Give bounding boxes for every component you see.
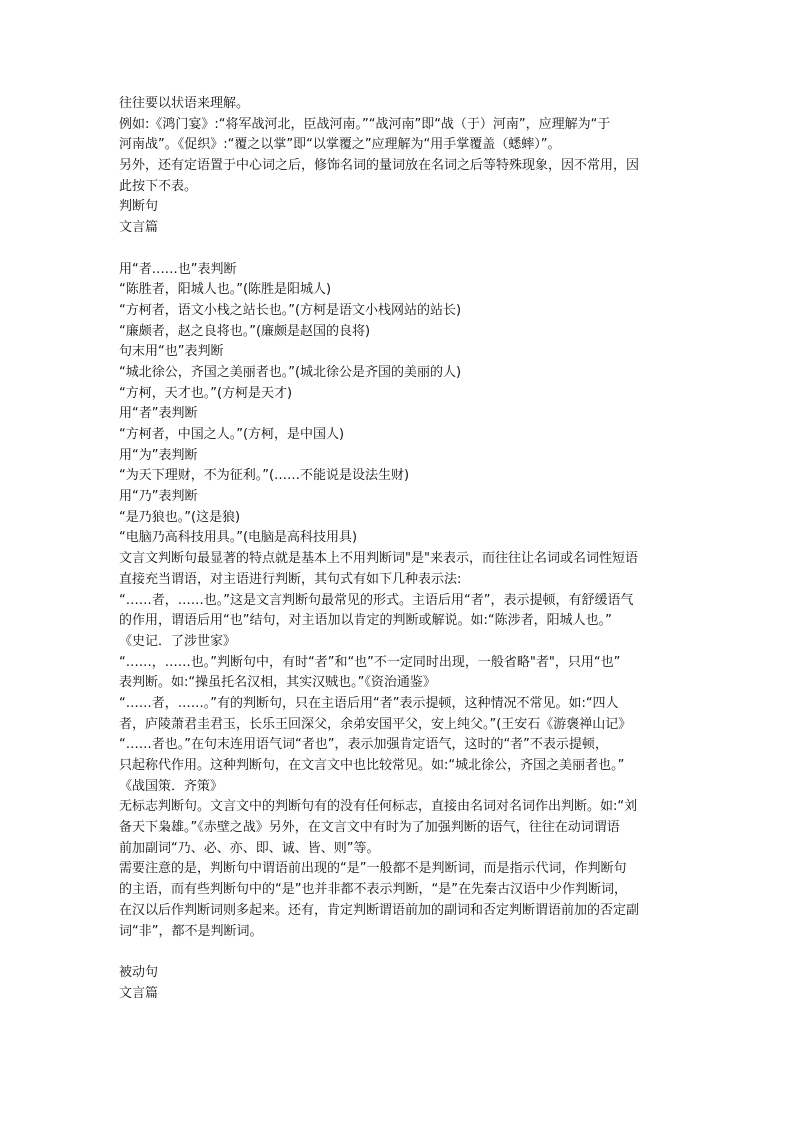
text-line: 在汉以后作判断词则多起来。还有，肯定判断谓语前加的副词和否定判断谓语前加的否定副 [119, 902, 640, 918]
text-line: 需要注意的是，判断句中谓语前出现的“是”一般都不是判断词，而是指示代词，作判断句 [119, 861, 627, 877]
text-line: “电脑乃高科技用具。”(电脑是高科技用具) [119, 530, 358, 546]
text-line: 句末用“也”表判断 [119, 344, 224, 360]
blank-line [119, 942, 679, 963]
text-line: 备天下枭雄。”《赤壁之战》另外，在文言文中有时为了加强判断的语气，往往在动词谓语 [119, 820, 620, 836]
text-line: 无标志判断句。文言文中的判断句有的没有任何标志，直接由名词对名词作出判断。如:“刘 [119, 799, 638, 815]
text-line: 往往要以状语来理解。 [119, 96, 250, 111]
text-line: 另外，还有定语置于中心词之后，修饰名词的量词放在名词之后等特殊现象，因不常用，因 [119, 158, 640, 174]
text-line: “为天下理财，不为征利。”(……不能说是设法生财) [119, 468, 410, 484]
text-line: “是乃狼也。”(这是狼) [119, 509, 241, 525]
text-line: 被动句 [119, 964, 159, 980]
text-line: “……者，……。”有的判断句，只在主语后用“者”表示提顿，这种情况不常见。如:“四人 [119, 695, 619, 711]
text-line: 表判断。如:“操虽托名汉相，其实汉贼也。”《资治通鉴》 [119, 675, 436, 691]
text-line: “方柯，天才也。”(方柯是天才) [119, 385, 293, 401]
text-line: 用“乃”表判断 [119, 489, 198, 505]
text-line: 文言文判断句最显著的特点就是基本上不用判断词"是"来表示，而往往让名词或名词性短语 [119, 551, 638, 567]
text-line: 用“为”表判断 [119, 447, 198, 463]
text-line: 者，庐陵萧君圭君玉，长乐王回深父，余弟安国平父，安上纯父。”(王安石《游褒禅山记》 [119, 716, 632, 732]
text-line: 用“者”表判断 [119, 406, 198, 422]
text-line: 《战国策．齐策》 [119, 778, 224, 794]
text-line: 《史记．了涉世家》 [119, 633, 237, 649]
text-line: 直接充当谓语，对主语进行判断，其句式有如下几种表示法: [119, 571, 462, 587]
text-line: “方柯者，语文小栈之站长也。”(方柯是语文小栈网站的站长) [119, 302, 462, 318]
text-line: 的作用，谓语后用“也”结句，对主语加以肯定的判断或解说。如:“陈涉者，阳城人也。” [119, 613, 612, 629]
text-line: “方柯者，中国之人。”(方柯，是中国人) [119, 427, 345, 442]
blank-line [119, 239, 679, 260]
text-line: 判断句 [119, 199, 159, 215]
text-line: “陈胜者，阳城人也。”(陈胜是阳城人) [119, 282, 332, 298]
text-line: 文言篇 [119, 220, 159, 236]
text-line: “城北徐公，齐国之美丽者也。”(城北徐公是齐国的美丽的人) [119, 364, 462, 380]
text-line: 文言篇 [119, 985, 159, 1001]
text-line: 前加副词“乃、必、亦、即、诚、皆、则”等。 [119, 840, 380, 856]
text-line: 的主语，而有些判断句中的“是”也并非都不表示判断，“是”在先秦古汉语中少作判断词， [119, 882, 627, 898]
text-line: 用“者……也”表判断 [119, 261, 237, 277]
text-line: 河南战”。《促织》:“覆之以掌”即“以掌覆之”应理解为“用手掌覆盖（蟋蟀）”。 [119, 137, 561, 153]
text-line: “……，……也。”判断句中，有时“者”和“也”不一定同时出现，一般省略"者"，只用“也” [119, 654, 621, 670]
text-line: 词“非”，都不是判断词。 [119, 923, 263, 939]
text-line: “……者，……也。”这是文言判断句最常见的形式。主语后用“者”，表示提顿，有舒缓语气 [119, 592, 634, 608]
text-line: 例如:《鸿门宴》:“将军战河北，臣战河南。”“战河南”即“战（于）河南”，应理解为“于 [119, 116, 611, 132]
text-line: “……者也。”在句末连用语气词“者也”，表示加强肯定语气，这时的“者”不表示提顿， [119, 737, 608, 753]
text-line: “廉颇者，赵之良将也。”(廉颇是赵国的良将) [119, 323, 371, 339]
text-line: 只起称代作用。这种判断句，在文言文中也比较常见。如:“城北徐公，齐国之美丽者也。” [119, 758, 625, 773]
document-body [119, 94, 679, 1004]
text-line: 此按下不表。 [119, 178, 198, 194]
